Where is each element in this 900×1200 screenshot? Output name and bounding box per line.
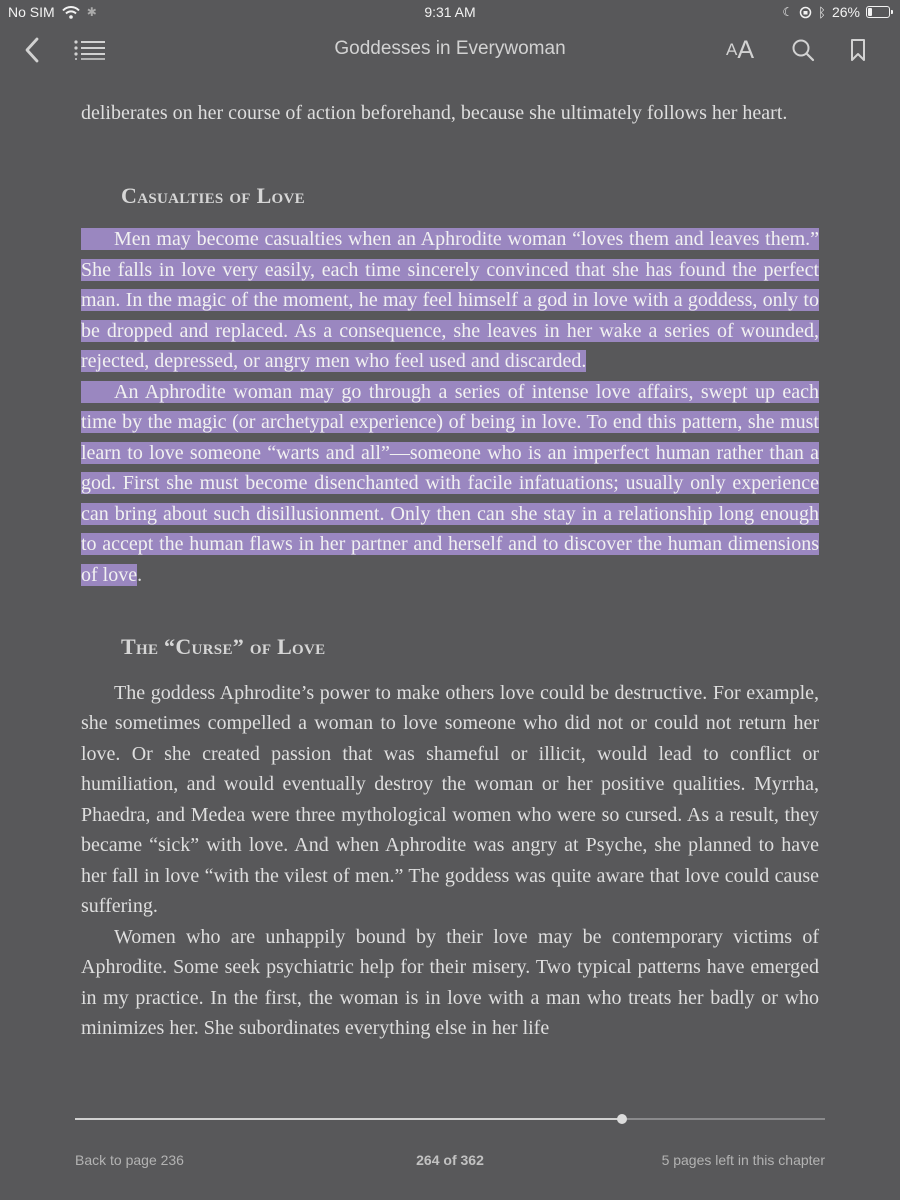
font-settings-button[interactable] — [722, 34, 758, 66]
highlight[interactable]: Men may become casualties when an Aphrodite woman “loves them and leaves them.” She falls in love very easily, each time sincerely convinced that she has found the perfect man. In the magic of the moment, he may feel himself a god in love with a goddess, only to be dropped and replaced. As a consequence, she leaves in her wake a series of wounded, rejected, depressed, or angry men who feel used and discarded. — [81, 228, 819, 372]
clock: 9:31 AM — [424, 4, 476, 20]
battery-percent: 26% — [831, 4, 860, 20]
body-paragraph: The goddess Aphrodite’s power to make others love could be destructive. For example, she sometimes compelled a woman to love someone who did not or could not return her love. Or she created passion that was shameful or illicit, would lead to conflict or humiliation, and would eventually destroy the woman or her positive qualities. Myrrha, Phaedra, and Medea were three mythological women who were so cursed. As a result, they became “sick” with love. And when Aphrodite was angry at Psyche, she planned to have her fall in love “with the vilest of men.” The goddess was quite aware that love could cause suffering. — [81, 681, 819, 917]
status-bar — [0, 0, 900, 26]
trailing-punctuation: . — [137, 563, 143, 586]
pages-left-label: 5 pages left in this chapter — [661, 1152, 825, 1168]
highlight[interactable]: An Aphrodite woman may go through a series of intense love affairs, swept up each time by the magic (or archetypal experience) of being in love. To end this pattern, she must learn to love someone “warts and all”—someone who is an imperfect human rather than a god. First she must become disenchanted with facile infatuations; usually only experience can bring about such disillusionment. Only then can she stay in a relationship long enough to accept the human flaws in her partner and herself and to discover the human dimensions of love — [81, 380, 819, 586]
scrubber-fill — [75, 1118, 622, 1120]
highlighted-paragraph[interactable] — [81, 224, 819, 377]
body-paragraph: Women who are unhappily bound by their love may be contemporary victims of Aphrodite. Some seek psychiatric help for their misery. Two typical patterns have emerged in my practice. In the first, the woman is in love with a man who treats her badly or who minimizes her. She subordinates everything else in her life — [81, 925, 819, 1039]
search-button[interactable] — [790, 34, 816, 66]
font-small-label: A — [725, 40, 738, 59]
page-scrubber[interactable] — [75, 1118, 825, 1120]
page-indicator: 264 of 362 — [416, 1152, 484, 1168]
section-heading: Casualties of Love — [121, 182, 305, 208]
intro-paragraph: deliberates on her course of action beforehand, because she ultimately follows her heart. — [81, 102, 788, 124]
search-icon — [791, 38, 815, 62]
carrier-label: No SIM — [8, 4, 55, 20]
moon-icon: ☾ — [782, 5, 794, 19]
font-large-label: A — [737, 35, 755, 64]
activity-spinner-icon: ✱ — [86, 5, 97, 19]
book-title: Goddesses in Everywoman — [334, 38, 566, 59]
bluetooth-icon: ᛒ — [818, 4, 826, 20]
bookmark-icon — [850, 38, 866, 62]
orientation-lock-icon — [799, 6, 812, 19]
battery-level — [868, 8, 872, 16]
highlighted-paragraph[interactable] — [81, 377, 819, 591]
battery-icon — [866, 6, 890, 18]
reader-toolbar — [0, 28, 900, 72]
back-to-page-link[interactable]: Back to page 236 — [75, 1152, 184, 1168]
page-content — [81, 98, 819, 1044]
section-heading: The “Curse” of Love — [121, 634, 326, 659]
bookmark-button[interactable] — [848, 34, 868, 66]
scrubber-thumb[interactable] — [617, 1114, 627, 1124]
